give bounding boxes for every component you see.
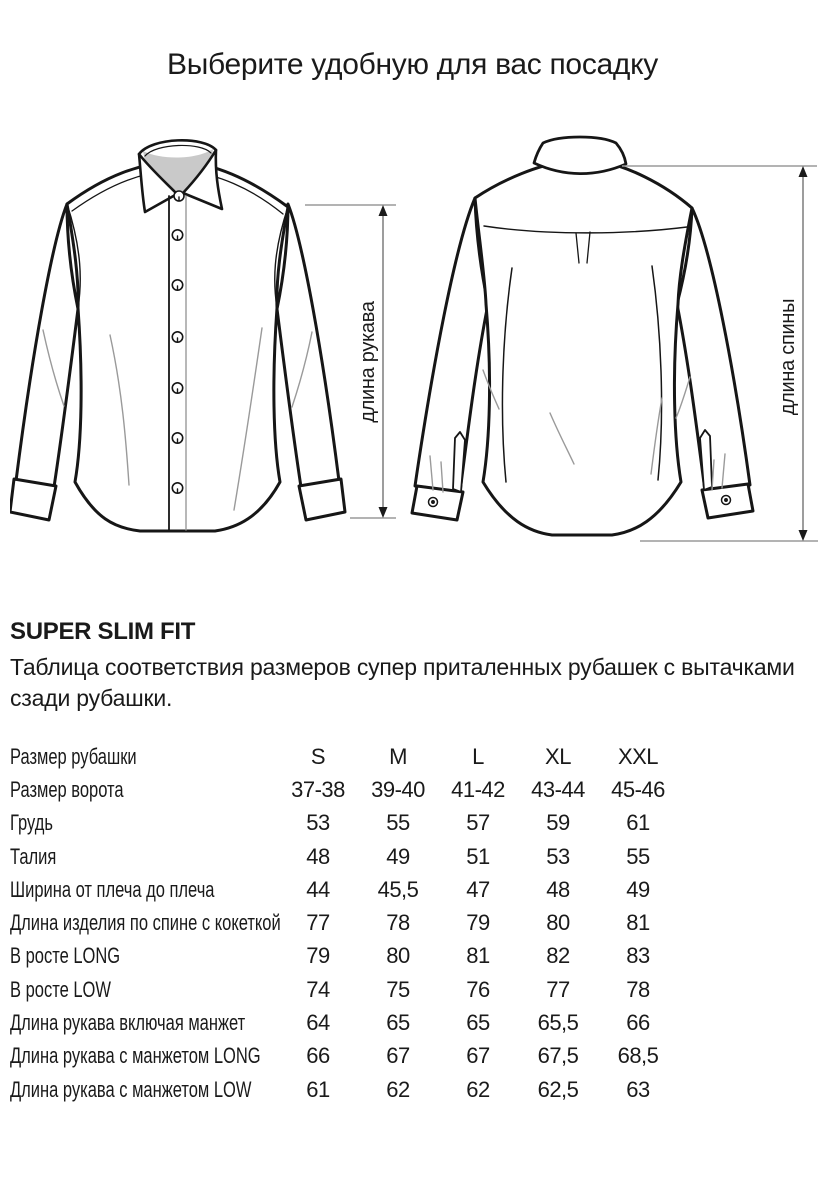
size-value: 51 (466, 843, 490, 869)
shirt-illustration (0, 110, 825, 600)
row-label: Размер рубашки (10, 743, 137, 769)
size-value: 75 (386, 976, 410, 1002)
table-row (10, 940, 815, 973)
size-value: 53 (546, 843, 570, 869)
size-value: S (310, 743, 326, 769)
size-value: M (389, 743, 407, 769)
row-label: Талия (10, 843, 57, 869)
size-value: 81 (466, 943, 490, 969)
size-value: 82 (546, 943, 570, 969)
size-value: 74 (306, 976, 330, 1002)
fit-heading: SUPER SLIM FIT (10, 618, 196, 645)
size-value: 66 (306, 1043, 330, 1069)
row-label: В росте LONG (10, 943, 121, 969)
front-body (67, 161, 288, 531)
size-value: 41-42 (451, 776, 505, 802)
size-value: L (472, 743, 484, 769)
size-value: 61 (306, 1076, 330, 1102)
shirt-back-drawing (400, 130, 760, 570)
size-value: 67 (466, 1043, 490, 1069)
size-value: 65 (386, 1010, 410, 1036)
size-value: 61 (626, 810, 650, 836)
size-value: 77 (306, 910, 330, 936)
size-value: 44 (306, 876, 330, 902)
size-value: 55 (626, 843, 650, 869)
size-table (10, 740, 815, 1106)
size-value: 62 (386, 1076, 410, 1102)
table-row (10, 1073, 815, 1106)
back-length-label: длина спины (777, 298, 799, 416)
size-value: 48 (546, 876, 570, 902)
shirt-front-drawing (10, 130, 370, 570)
row-label: Длина рукава с манжетом LOW (10, 1076, 252, 1102)
row-label: В росте LOW (10, 976, 111, 1002)
table-row (10, 740, 815, 773)
page-title: Выберите удобную для вас посадку (167, 48, 658, 81)
size-value: 63 (626, 1076, 650, 1102)
size-value: 67,5 (537, 1043, 579, 1069)
row-label: Длина рукава с манжетом LONG (10, 1043, 261, 1069)
size-value: 80 (386, 943, 410, 969)
table-row (10, 773, 815, 806)
back-left-sleeve-placket (453, 432, 465, 492)
table-row (10, 973, 815, 1006)
front-left-cuff (10, 479, 56, 520)
size-value: 57 (466, 810, 490, 836)
size-value: 39-40 (371, 776, 425, 802)
size-value: 79 (306, 943, 330, 969)
size-value: 49 (386, 843, 410, 869)
back-left-sleeve (415, 198, 488, 492)
row-label: Длина рукава включая манжет (10, 1010, 246, 1036)
size-value: 76 (466, 976, 490, 1002)
size-value: 49 (626, 876, 650, 902)
table-row (10, 873, 815, 906)
size-value: 43-44 (531, 776, 585, 802)
size-value: 83 (626, 943, 650, 969)
size-value: 80 (546, 910, 570, 936)
size-value: 79 (466, 910, 490, 936)
size-value: 48 (306, 843, 330, 869)
size-value: 62,5 (537, 1076, 579, 1102)
size-value: 62 (466, 1076, 490, 1102)
sleeve-length-label: длина рукава (357, 301, 379, 423)
fit-description: Таблица соответствия размеров супер приталенных рубашек с вытачками сзади рубашки. (10, 654, 795, 711)
table-row (10, 906, 815, 939)
size-value: 37-38 (291, 776, 345, 802)
size-value: 65 (466, 1010, 490, 1036)
size-value: 59 (546, 810, 570, 836)
size-value: 53 (306, 810, 330, 836)
size-value: 67 (386, 1043, 410, 1069)
back-collar (534, 137, 626, 174)
table-row (10, 1040, 815, 1073)
size-value: 55 (386, 810, 410, 836)
size-value: 68,5 (617, 1043, 659, 1069)
table-row (10, 807, 815, 840)
size-value: 78 (626, 976, 650, 1002)
back-right-sleeve-placket (700, 430, 712, 490)
size-value: XL (545, 743, 571, 769)
size-value: 81 (626, 910, 650, 936)
row-label: Размер ворота (10, 776, 124, 802)
back-right-sleeve (677, 208, 750, 491)
size-value: XXL (617, 743, 659, 769)
size-value: 64 (306, 1010, 330, 1036)
row-label: Ширина от плеча до плеча (10, 876, 215, 902)
row-label: Грудь (10, 810, 53, 836)
row-label: Длина изделия по спине с кокеткой (10, 910, 281, 936)
size-value: 77 (546, 976, 570, 1002)
size-value: 66 (626, 1010, 650, 1036)
table-row (10, 840, 815, 873)
size-value: 45,5 (377, 876, 419, 902)
size-value: 65,5 (537, 1010, 579, 1036)
table-row (10, 1006, 815, 1039)
size-value: 47 (466, 876, 490, 902)
front-right-cuff (299, 479, 345, 520)
front-right-sleeve (277, 204, 339, 487)
size-value: 45-46 (611, 776, 665, 802)
size-value: 78 (386, 910, 410, 936)
